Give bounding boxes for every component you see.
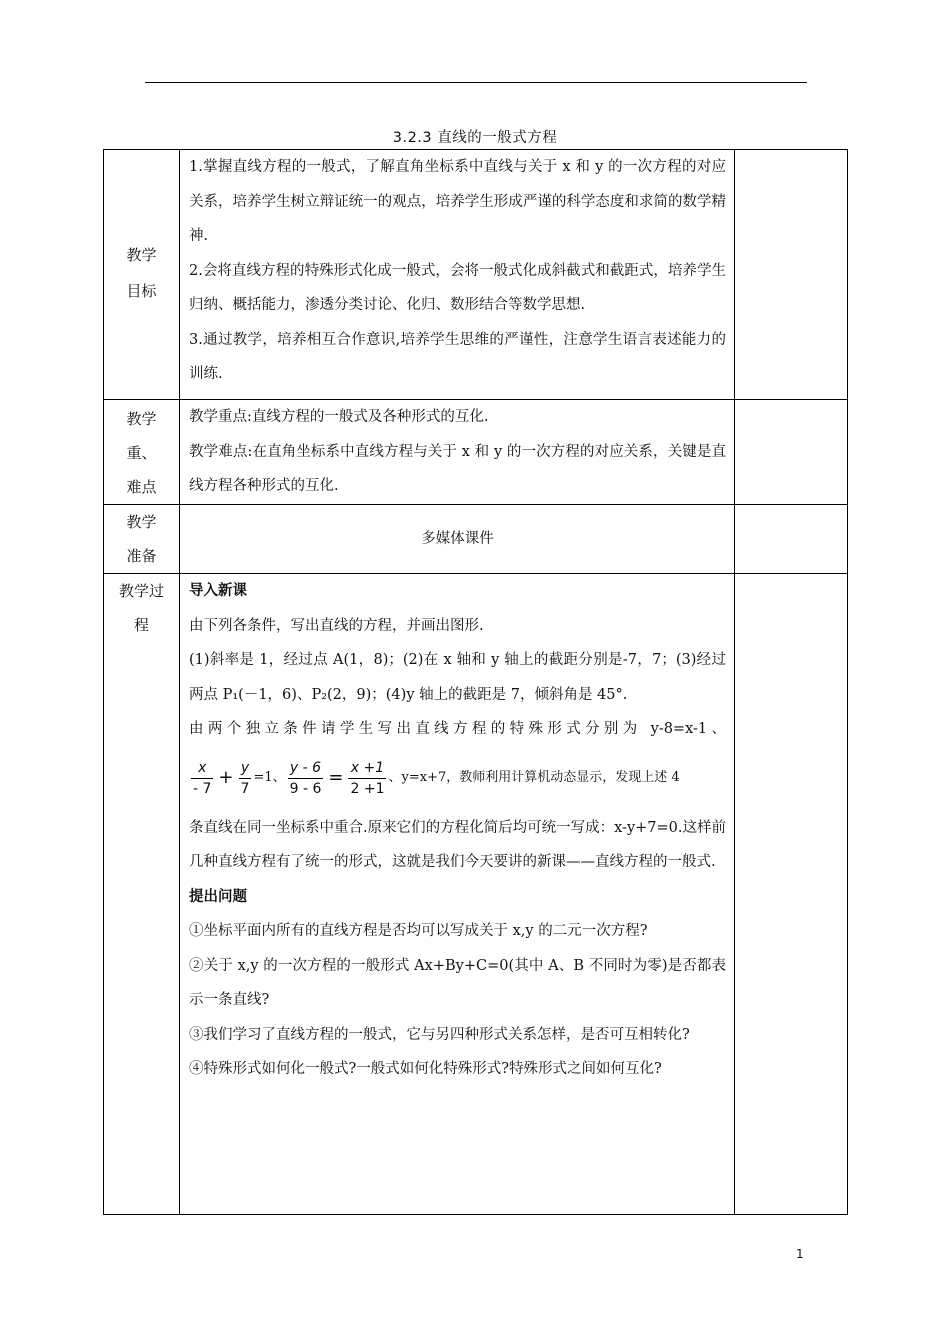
keypoint-difficulty: 教学难点:在直角坐标系中直线方程与关于 x 和 y 的一次方程的对应关系，关键是直线方程各种形式的互化. bbox=[189, 443, 726, 494]
note-cell-prep bbox=[735, 505, 848, 574]
fraction-2-denominator: 7 bbox=[239, 778, 252, 798]
row-prep bbox=[104, 505, 848, 574]
row-keypoints bbox=[104, 400, 848, 505]
label-cell-prep bbox=[104, 505, 180, 574]
label-cell-keypoints bbox=[104, 400, 180, 505]
label-cell-process bbox=[104, 574, 180, 1215]
heading-questions: 提出问题 bbox=[189, 888, 247, 905]
goal-item-3: 3.通过教学，培养相互合作意识,培养学生思维的严谨性，注意学生语言表述能力的训练. bbox=[189, 331, 726, 382]
question-4: ④特殊形式如何化一般式?一般式如何化特殊形式?特殊形式之间如何互化? bbox=[189, 1061, 662, 1077]
goal-item-2: 2.会将直线方程的特殊形式化成一般式，会将一般式化成斜截式和截距式，培养学生归纳、概括能力，渗透分类讨论、化归、数形结合等数学思想. bbox=[189, 262, 726, 313]
label-prep-line2: 准备 bbox=[126, 547, 157, 565]
process-paragraph-2: (1)斜率是 1，经过点 A(1，8)；(2)在 x 轴和 y 轴上的截距分别是-7，7；(3)经过两点 P₁(－1，6)、P₂(2，9)；(4)y 轴上的截距是 7，倾斜角是 45°. bbox=[189, 652, 726, 703]
equals-sign: = bbox=[328, 767, 344, 789]
note-cell-process bbox=[735, 574, 848, 1215]
fraction-2-numerator: y bbox=[240, 760, 250, 776]
row-goals bbox=[104, 150, 848, 400]
content-cell-keypoints bbox=[180, 400, 735, 505]
label-process-line2: 程 bbox=[133, 616, 149, 634]
process-paragraph-1: 由下列各条件，写出直线的方程，并画出图形. bbox=[189, 617, 484, 634]
equals-one-text: =1、 bbox=[253, 770, 286, 786]
row-process bbox=[104, 574, 848, 1215]
label-goals-line2: 目标 bbox=[126, 282, 157, 300]
fraction-1-numerator: x bbox=[198, 760, 207, 776]
keypoint-focus: 教学重点:直线方程的一般式及各种形式的互化. bbox=[189, 409, 489, 425]
goal-item-1: 1.掌握直线方程的一般式，了解直角坐标系中直线与关于 x 和 y 的一次方程的对应关系，培养学生树立辩证统一的观点，培养学生形成严谨的科学态度和求简的数学精神. bbox=[189, 159, 726, 244]
equation-line bbox=[189, 747, 726, 811]
label-keypoints-line2: 重、 bbox=[126, 444, 157, 462]
fraction-4-denominator: 2 +1 bbox=[348, 778, 386, 798]
label-cell-goals bbox=[104, 150, 180, 400]
prep-content: 多媒体课件 bbox=[421, 530, 494, 547]
content-cell-goals bbox=[180, 150, 735, 400]
fraction-y-over-7 bbox=[239, 759, 252, 798]
label-goals-line1: 教学 bbox=[126, 246, 157, 264]
header-rule bbox=[145, 82, 807, 83]
plus-sign: + bbox=[218, 767, 234, 789]
note-cell-goals bbox=[735, 150, 848, 400]
process-paragraph-3: 由两个独立条件请学生写出直线方程的特殊形式分别为 y-8=x-1、 bbox=[189, 721, 726, 737]
fraction-4-numerator: x +1 bbox=[350, 760, 385, 776]
fraction-two-point-right bbox=[348, 759, 386, 798]
label-prep-line1: 教学 bbox=[126, 513, 157, 531]
fraction-1-denominator: - 7 bbox=[191, 778, 213, 798]
label-process-line1: 教学过 bbox=[118, 582, 164, 600]
lesson-plan-table bbox=[103, 149, 848, 1215]
content-cell-process bbox=[180, 574, 735, 1215]
fraction-3-numerator: y - 6 bbox=[289, 760, 322, 776]
fraction-3-denominator: 9 - 6 bbox=[288, 778, 324, 798]
question-2: ②关于 x,y 的一次方程的一般形式 Ax+By+C=0(其中 A、B 不同时为零)是否都表示一条直线? bbox=[189, 957, 726, 1008]
fraction-x-over-minus7 bbox=[191, 759, 213, 798]
label-keypoints-line3: 难点 bbox=[126, 478, 157, 496]
process-paragraph-4: 条直线在同一坐标系中重合.原来它们的方程化简后均可统一写成：x-y+7=0.这样前几种直线方程有了统一的形式，这就是我们今天要讲的新课——直线方程的一般式. bbox=[189, 819, 726, 870]
question-3: ③我们学习了直线方程的一般式，它与另四种形式关系怎样，是否可互相转化? bbox=[189, 1026, 690, 1043]
question-1: ①坐标平面内所有的直线方程是否均可以写成关于 x,y 的二元一次方程? bbox=[189, 923, 648, 939]
page-number: 1 bbox=[796, 1247, 804, 1261]
content-cell-prep bbox=[180, 505, 735, 574]
note-cell-keypoints bbox=[735, 400, 848, 505]
heading-intro: 导入新课 bbox=[189, 583, 247, 599]
document-title: 3.2.3 直线的一般式方程 bbox=[392, 130, 558, 146]
fraction-two-point-left bbox=[288, 759, 324, 798]
equation-tail-text: 、y=x+7，教师利用计算机动态显示，发现上述 4 bbox=[388, 770, 680, 786]
label-keypoints-line1: 教学 bbox=[126, 410, 157, 428]
